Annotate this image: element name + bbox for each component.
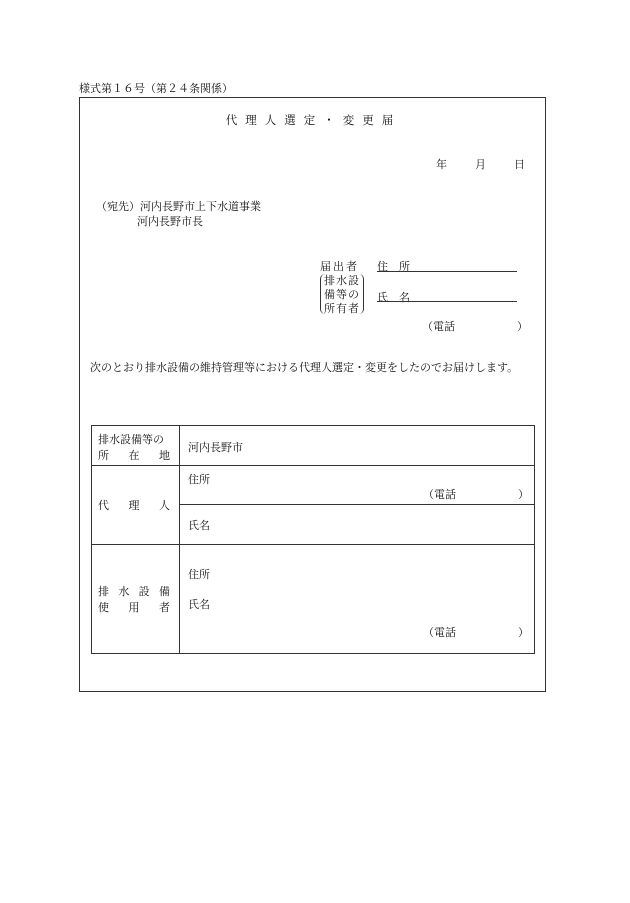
- form-frame: [79, 97, 546, 692]
- phone-close: ）: [517, 320, 528, 333]
- addressee-line2: 河内長野市長: [137, 215, 203, 228]
- location-label-char: 地: [159, 449, 170, 462]
- phone-label: （電話: [423, 488, 456, 501]
- table-divider: [92, 465, 534, 466]
- table-divider: [179, 426, 180, 653]
- notice-text: 次のとおり排水設備の維持管理等における代理人選定・変更をしたのでお届けします。: [90, 361, 519, 374]
- table-divider: [179, 504, 534, 505]
- form-title: 代理人選定・変更届: [225, 113, 402, 127]
- user-phone: [423, 624, 529, 640]
- applicant-name-line: [377, 301, 517, 302]
- user-label-char: 者: [159, 601, 170, 614]
- location-label-char: 在: [128, 449, 140, 462]
- user-label-char: 備: [158, 585, 170, 598]
- user-label-char: 使: [98, 601, 109, 614]
- agent-name-label: 氏名: [188, 519, 210, 532]
- date-line: [436, 156, 525, 172]
- applicant-name-label: 氏 名: [377, 291, 410, 304]
- user-label-char: 用: [128, 601, 140, 614]
- applicant-phone: [422, 318, 528, 334]
- form-number: 様式第１６号（第２４条関係）: [79, 82, 233, 95]
- agent-label-char: 人: [159, 499, 170, 512]
- location-value: 河内長野市: [188, 441, 243, 454]
- user-label-char: 水: [118, 585, 130, 598]
- location-label-char: 所: [98, 449, 109, 462]
- addressee: [96, 199, 261, 229]
- day-label: 日: [514, 158, 525, 171]
- location-label: [98, 431, 170, 463]
- month-label: 月: [475, 158, 486, 171]
- owner-label-bracket: [320, 274, 364, 314]
- owner-label-line: 備等の: [324, 288, 360, 301]
- year-label: 年: [436, 158, 447, 171]
- location-label-line1: 排水設備等の: [98, 433, 164, 446]
- user-label: [98, 583, 170, 615]
- user-label-char: 排: [98, 585, 109, 598]
- user-label-char: 設: [138, 585, 150, 598]
- user-address-label: 住所: [188, 568, 210, 581]
- agent-label-char: 代: [98, 499, 109, 512]
- applicant-address-label: 住 所: [377, 260, 410, 273]
- phone-close: ）: [518, 488, 529, 501]
- addressee-prefix: （宛先）: [96, 200, 140, 213]
- phone-close: ）: [518, 626, 529, 639]
- details-table: [91, 425, 535, 654]
- agent-address-label: 住所: [188, 473, 210, 486]
- agent-label: [98, 497, 170, 513]
- owner-label-line: 所有者: [324, 302, 360, 315]
- applicant-address-line: [377, 271, 517, 272]
- applicant-heading: 届出者: [320, 260, 359, 273]
- phone-label: （電話: [423, 626, 456, 639]
- addressee-line1: 河内長野市上下水道事業: [140, 200, 261, 213]
- table-divider: [92, 544, 534, 545]
- agent-phone: [423, 486, 529, 502]
- owner-label-line: 排水設: [324, 274, 360, 287]
- agent-label-char: 理: [128, 499, 140, 512]
- phone-label: （電話: [422, 320, 455, 333]
- user-name-label: 氏名: [188, 598, 210, 611]
